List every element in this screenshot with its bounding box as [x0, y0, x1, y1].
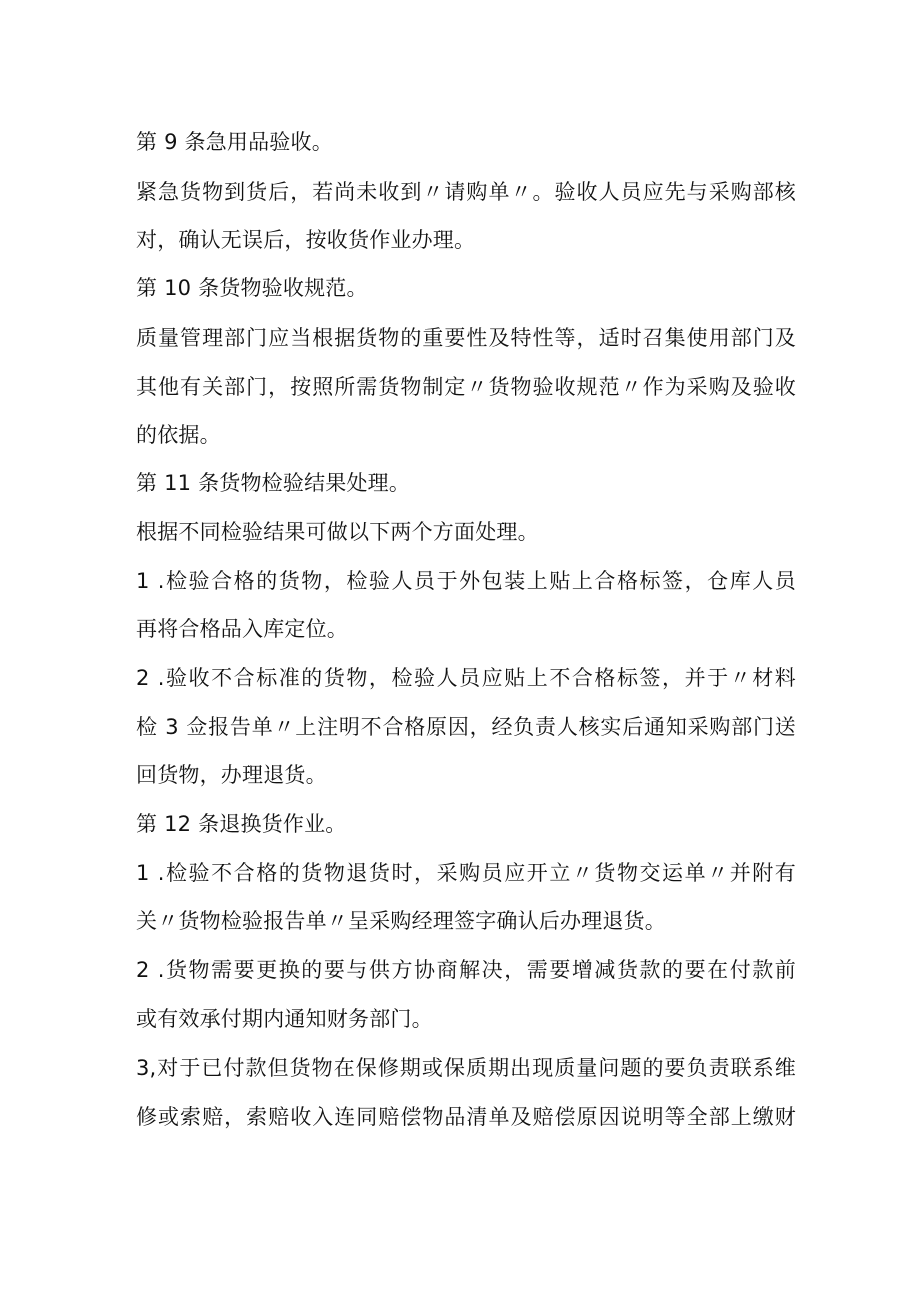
article-10-heading: 第 10 条货物验收规范。 — [136, 276, 368, 300]
article-11-heading: 第 11 条货物检验结果处理。 — [136, 471, 411, 495]
article-10-text-line-2: 其他有关部门，按照所需货物制定〃货物验收规范〃作为采购及验收 — [136, 375, 796, 399]
article-11-intro: 根据不同检验结果可做以下两个方面处理。 — [136, 520, 539, 544]
article-12-item-2-line-2: 或有效承付期内通知财务部门。 — [136, 1007, 433, 1031]
article-9-text-line-2: 对，确认无误后，按收货作业办理。 — [136, 228, 476, 252]
article-12-item-3-line-1: 3,对于已付款但货物在保修期或保质期出现质量问题的要负责联系维 — [136, 1056, 796, 1080]
article-12-item-3-line-2: 修或索赔，索赔收入连同赔偿物品清单及赔偿原因说明等全部上缴财 — [136, 1105, 796, 1129]
article-11-item-2-line-2: 检 3 佥报告单〃上注明不合格原因，经负责人核实后通知采购部门送 — [136, 715, 796, 739]
article-12-item-1-line-1: 1 .检验不合格的货物退货时，采购员应开立〃货物交运单〃并附有 — [136, 861, 796, 885]
article-10-text-line-3: 的依据。 — [136, 423, 221, 447]
article-12-item-1-line-2: 关〃货物检验报告单〃呈采购经理签字确认后办理退货。 — [136, 909, 666, 933]
article-11-item-2-line-1: 2 .验收不合标准的货物，检验人员应贴上不合格标签，并于〃材料 — [136, 666, 796, 690]
article-12-heading: 第 12 条退换货作业。 — [136, 812, 347, 836]
article-11-item-2-line-3: 回货物，办理退货。 — [136, 763, 327, 787]
article-9-heading: 第 9 条急用品验收。 — [136, 130, 333, 154]
article-11-item-1-line-1: 1 .检验合格的货物，检验人员于外包装上贴上合格标签，仓库人员 — [136, 569, 796, 593]
article-11-item-1-line-2: 再将合格品入库定位。 — [136, 617, 348, 641]
article-10-text-line-1: 质量管理部门应当根据货物的重要性及特性等，适时召集使用部门及 — [136, 326, 796, 350]
article-9-text-line-1: 紧急货物到货后，若尚未收到〃请购单〃。验收人员应先与采购部核 — [136, 180, 796, 204]
article-12-item-2-line-1: 2 .货物需要更换的要与供方协商解决，需要增减货款的要在付款前 — [136, 958, 796, 982]
